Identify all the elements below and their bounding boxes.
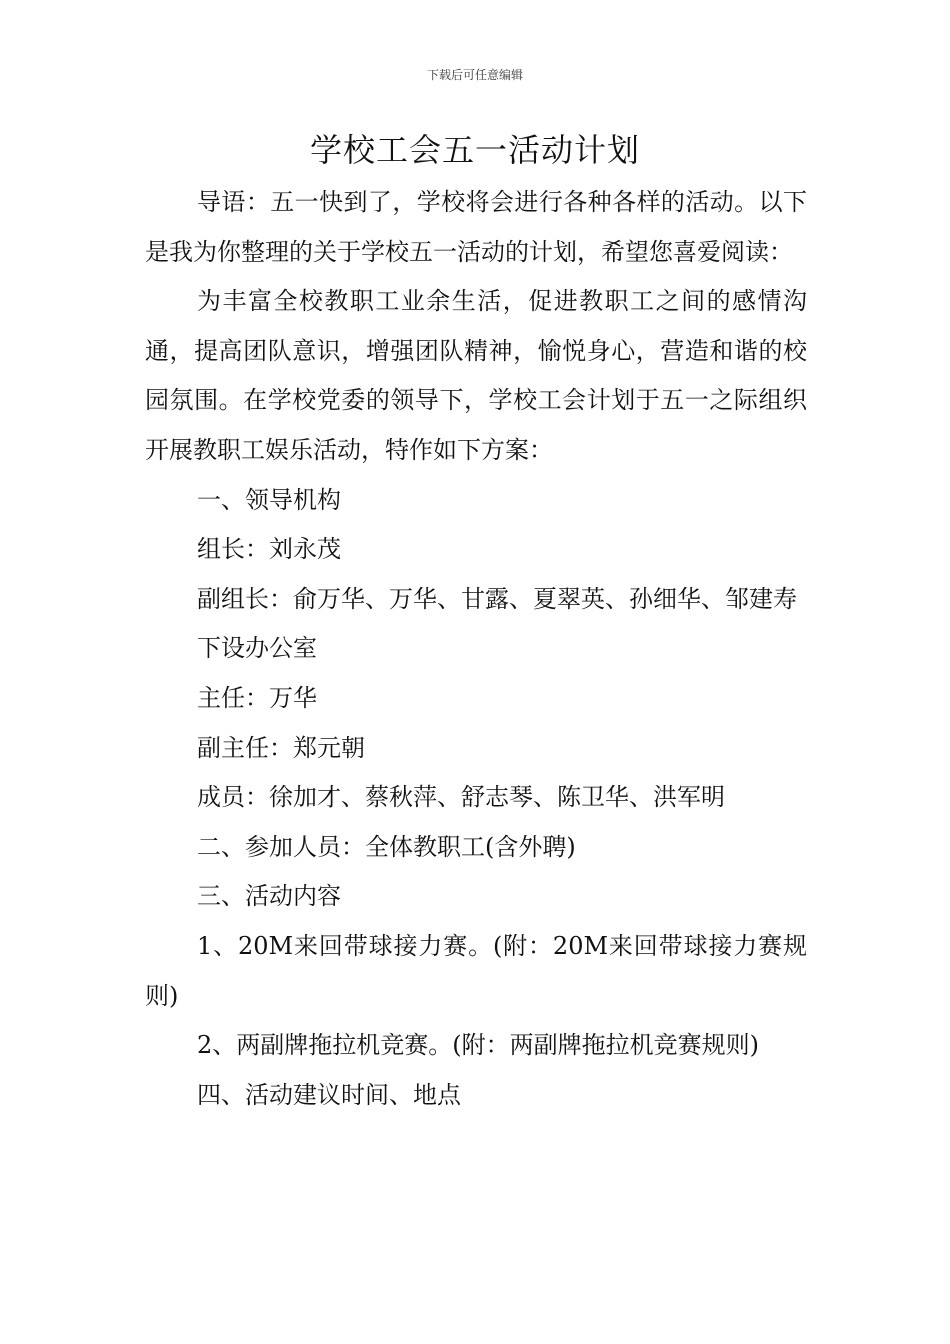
section-heading-leadership: 一、领导机构 xyxy=(197,485,341,514)
purpose-paragraph: 为丰富全校教职工业余生活，促进教职工之间的感情沟通，提高团队意识，增强团队精神，愉悦身心，营造和谐的校园氛围。在学校党委的领导下，学校工会计划于五一之际组织开展教职工娱乐活动，特作如下方案： xyxy=(145,287,807,464)
header-note: 下载后可任意编辑 xyxy=(426,68,523,82)
section-heading-time-place: 四、活动建议时间、地点 xyxy=(197,1080,461,1109)
section-heading-participants: 二、参加人员：全体教职工(含外聘) xyxy=(197,832,576,861)
deputy-director-line: 副主任：郑元朝 xyxy=(197,733,365,762)
intro-paragraph: 导语：五一快到了，学校将会进行各种各样的活动。以下是我为你整理的关于学校五一活动的计划，希望您喜爱阅读： xyxy=(145,188,807,266)
director-line: 主任：万华 xyxy=(197,683,317,712)
leader-line: 组长：刘永茂 xyxy=(197,535,341,564)
activity-item-cards: 2、两副牌拖拉机竞赛。(附：两副牌拖拉机竞赛规则) xyxy=(197,1031,759,1060)
activity-item-relay: 1、20M来回带球接力赛。(附：20M来回带球接力赛规则) xyxy=(145,931,807,1010)
document-body xyxy=(145,178,807,1120)
document-title: 学校工会五一活动计划 xyxy=(309,131,640,169)
members-line: 成员：徐加才、蔡秋萍、舒志琴、陈卫华、洪军明 xyxy=(197,783,725,812)
deputy-leaders-line: 副组长：俞万华、万华、甘露、夏翠英、孙细华、邹建寿 xyxy=(197,584,797,613)
office-line: 下设办公室 xyxy=(197,634,317,663)
section-heading-activities: 三、活动内容 xyxy=(197,882,341,911)
